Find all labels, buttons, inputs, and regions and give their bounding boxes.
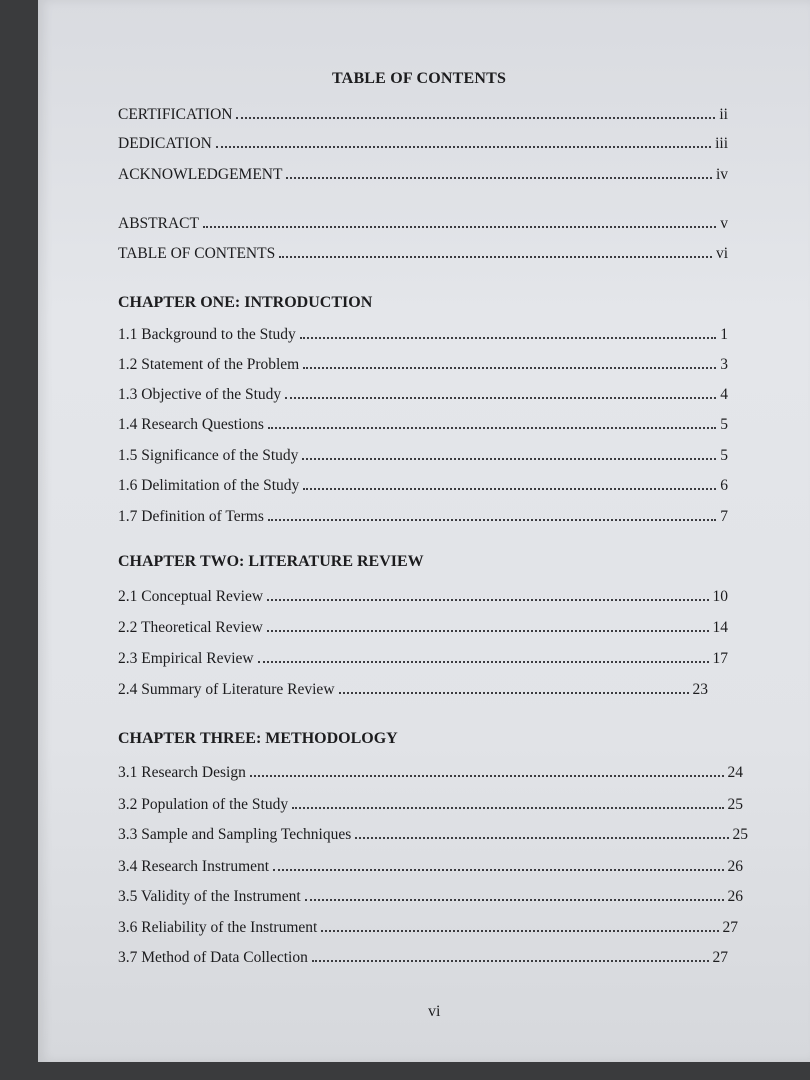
toc-entry-page: 1 — [720, 326, 728, 343]
toc-entry — [118, 162, 728, 184]
toc-entry — [118, 822, 748, 844]
toc-entry-page: 5 — [720, 447, 728, 464]
toc-entry-label: ACKNOWLEDGEMENT — [118, 166, 283, 183]
toc-entry-label: 1.5 Significance of the Study — [118, 447, 299, 464]
toc-entry-label: 2.1 Conceptual Review — [118, 588, 264, 605]
toc-entry — [118, 677, 708, 699]
toc-entry — [118, 211, 728, 233]
toc-entry — [118, 792, 743, 814]
toc-entry-label: 1.6 Delimitation of the Study — [118, 477, 300, 494]
toc-entry — [118, 915, 738, 937]
document-page — [38, 0, 810, 1062]
dot-leader — [203, 226, 716, 228]
dot-leader — [279, 256, 712, 258]
toc-entry-label: 3.2 Population of the Study — [118, 796, 289, 813]
toc-entry — [118, 760, 743, 782]
toc-entry-page: 5 — [720, 416, 728, 433]
dot-leader — [258, 661, 709, 663]
toc-entry-label: 3.4 Research Instrument — [118, 858, 270, 875]
toc-entry — [118, 382, 728, 404]
toc-entry-label: 2.4 Summary of Literature Review — [118, 681, 335, 698]
toc-entry-page: 3 — [720, 356, 728, 373]
toc-entry-label: CERTIFICATION — [118, 106, 233, 123]
toc-entry-page: v — [720, 215, 728, 232]
toc-entry-page: vi — [715, 245, 728, 262]
toc-entry-page: 26 — [727, 888, 743, 905]
dot-leader — [236, 117, 715, 119]
dot-leader — [267, 599, 708, 601]
dot-leader — [216, 146, 711, 148]
toc-entry-page: 14 — [712, 619, 728, 636]
toc-entry — [118, 584, 728, 606]
dot-leader — [321, 930, 718, 932]
toc-entry — [118, 322, 728, 344]
toc-entry — [118, 473, 728, 495]
toc-entry — [118, 412, 728, 434]
toc-entry — [118, 241, 728, 263]
toc-entry-page: 10 — [712, 588, 728, 605]
toc-entry-label: 2.3 Empirical Review — [118, 650, 254, 667]
dot-leader — [285, 397, 716, 399]
toc-entry-label: 3.1 Research Design — [118, 764, 246, 781]
toc-entry-label: 1.2 Statement of the Problem — [118, 356, 300, 373]
toc-entry-page: 17 — [712, 650, 728, 667]
dot-leader — [286, 177, 711, 179]
dot-leader — [312, 960, 709, 962]
toc-entry — [118, 615, 728, 637]
toc-entry-page: ii — [719, 106, 728, 123]
page-title: TABLE OF CONTENTS — [332, 70, 507, 87]
toc-entry-label: 3.6 Reliability of the Instrument — [118, 919, 318, 936]
dot-leader — [250, 775, 724, 777]
dot-leader — [268, 519, 716, 521]
toc-entry — [118, 854, 743, 876]
toc-entry-label: 1.7 Definition of Terms — [118, 508, 264, 525]
dot-leader — [273, 869, 723, 871]
chapter-heading: CHAPTER ONE: INTRODUCTION — [118, 294, 373, 311]
toc-entry-page: 25 — [727, 796, 743, 813]
toc-entry-page: 27 — [712, 949, 728, 966]
toc-entry-label: 1.1 Background to the Study — [118, 326, 296, 343]
toc-entry-page: 27 — [722, 919, 738, 936]
toc-entry-label: DEDICATION — [118, 135, 212, 152]
toc-entry — [118, 884, 743, 906]
dot-leader — [268, 427, 716, 429]
toc-entry — [118, 131, 728, 153]
toc-entry-label: TABLE OF CONTENTS — [118, 245, 276, 262]
toc-entry-label: 1.4 Research Questions — [118, 416, 264, 433]
chapter-heading: CHAPTER TWO: LITERATURE REVIEW — [118, 553, 424, 570]
dot-leader — [292, 807, 723, 809]
toc-entry-label: 2.2 Theoretical Review — [118, 619, 263, 636]
dot-leader — [305, 899, 724, 901]
toc-entry-page: 7 — [720, 508, 728, 525]
toc-entry-label: 3.5 Validity of the Instrument — [118, 888, 301, 905]
toc-entry-page: 26 — [727, 858, 743, 875]
toc-entry — [118, 945, 728, 967]
dot-leader — [355, 837, 728, 839]
dot-leader — [303, 488, 716, 490]
toc-entry-page: 6 — [720, 477, 728, 494]
toc-entry — [118, 102, 728, 124]
dot-leader — [303, 367, 716, 369]
toc-entry-page: 25 — [732, 826, 748, 843]
page-number: vi — [428, 1003, 441, 1020]
dot-leader — [302, 458, 716, 460]
toc-entry — [118, 443, 728, 465]
toc-entry — [118, 352, 728, 374]
chapter-heading: CHAPTER THREE: METHODOLOGY — [118, 730, 398, 747]
toc-entry — [118, 646, 728, 668]
dot-leader — [300, 337, 716, 339]
dot-leader — [267, 630, 709, 632]
toc-entry-label: 3.3 Sample and Sampling Techniques — [118, 826, 352, 843]
toc-entry-label: 3.7 Method of Data Collection — [118, 949, 308, 966]
toc-entry-page: 24 — [727, 764, 743, 781]
toc-entry-label: 1.3 Objective of the Study — [118, 386, 282, 403]
toc-entry-page: 23 — [692, 681, 708, 698]
toc-entry — [118, 504, 728, 526]
dot-leader — [339, 692, 689, 694]
toc-entry-page: 4 — [720, 386, 728, 403]
toc-entry-page: iii — [715, 135, 728, 152]
toc-entry-label: ABSTRACT — [118, 215, 199, 232]
toc-entry-page: iv — [715, 166, 728, 183]
